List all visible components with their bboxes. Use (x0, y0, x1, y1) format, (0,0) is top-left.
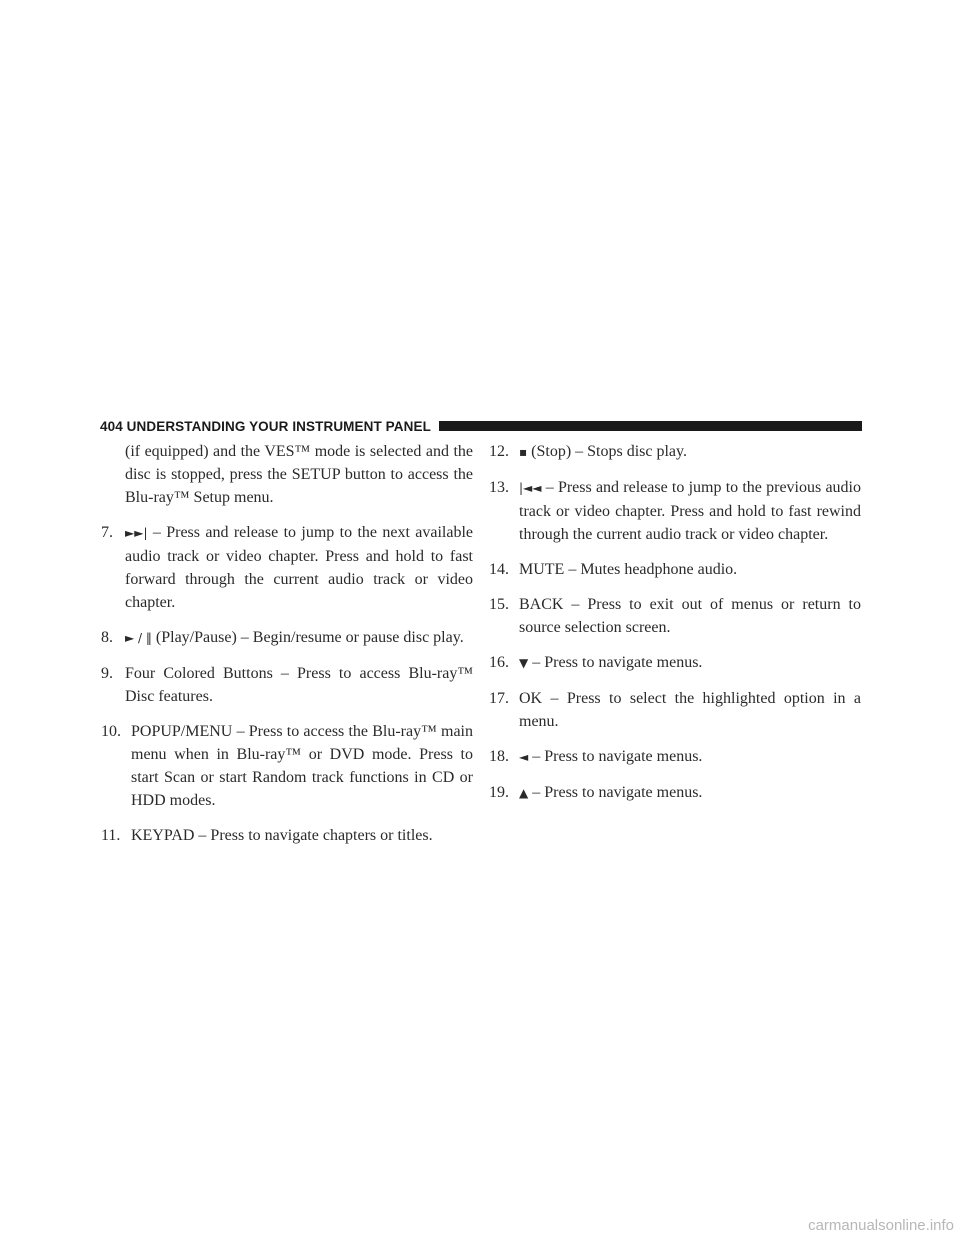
item-text: BACK – Press to exit out of menus or return to source selection screen. (519, 596, 861, 636)
page-header (100, 416, 862, 436)
item-text: MUTE – Mutes headphone audio. (519, 561, 738, 578)
list-item-12 (489, 440, 861, 464)
item-text: Four Colored Buttons – Press to access Blu-ray™ Disc features. (125, 665, 473, 705)
item-text: OK – Press to select the highlighted option in a menu. (519, 690, 861, 730)
list-item-10 (101, 720, 473, 812)
item-number: 7. (101, 524, 113, 541)
watermark: carmanualsonline.info (808, 1217, 954, 1234)
list-item-18 (489, 745, 861, 769)
continuation-text: (if equipped) and the VES™ mode is selected and the disc is stopped, press the SETUP button to access the Blu-ray™ Setup menu. (125, 443, 473, 506)
arrow-left-icon: ◄ (519, 750, 529, 764)
list-item-14 (489, 558, 861, 581)
item-text: – Press to navigate menus. (528, 654, 703, 671)
item-text: POPUP/MENU – Press to access the Blu-ray™ main menu when in Blu-ray™ or DVD mode. Press to start Scan or start Random track functions in CD or HDD modes. (131, 723, 473, 809)
list-item-7 (101, 521, 473, 614)
list-item-19 (489, 781, 861, 805)
item-text: KEYPAD – Press to navigate chapters or titles. (131, 827, 433, 844)
item-number: 9. (101, 665, 113, 682)
list-item-13 (489, 476, 861, 546)
list-item-8 (101, 626, 473, 650)
list-item-17 (489, 687, 861, 733)
play-pause-icon: ► / ‖ (125, 631, 152, 645)
item-number: 17. (489, 690, 509, 707)
item-number: 19. (489, 784, 509, 801)
item-number: 16. (489, 654, 509, 671)
list-item-15 (489, 593, 861, 639)
item-text: – Press to navigate menus. (528, 748, 703, 765)
item-number: 14. (489, 561, 509, 578)
item-text: – Press to navigate menus. (528, 784, 703, 801)
item-number: 15. (489, 596, 509, 613)
item-text: (Play/Pause) – Begin/resume or pause disc play. (151, 629, 464, 646)
item-number: 12. (489, 443, 509, 460)
item-text: – Press and release to jump to the next available audio track or video chapter. Press and hold to fast forward through the current audio track or video chapter. (125, 524, 473, 611)
item-number: 10. (101, 723, 121, 740)
arrow-down-icon: ▼ (519, 656, 529, 670)
page-number-and-section-title: 404 UNDERSTANDING YOUR INSTRUMENT PANEL (100, 418, 431, 434)
item-number: 13. (489, 479, 509, 496)
item-number: 11. (101, 827, 121, 844)
left-column (101, 440, 473, 859)
continuation-paragraph (101, 440, 473, 509)
item-number: 18. (489, 748, 509, 765)
arrow-up-icon: ▲ (519, 786, 529, 800)
stop-icon: ▪ (519, 445, 528, 459)
right-column (489, 440, 861, 817)
previous-track-icon: |◄◄ (519, 481, 542, 495)
item-number: 8. (101, 629, 113, 646)
next-track-icon: ►►| (125, 526, 148, 540)
list-item-11 (101, 824, 473, 847)
list-item-16 (489, 651, 861, 675)
item-text: – Press and release to jump to the previous audio track or video chapter. Press and hold to fast rewind through the current audio track or video chapter. (519, 479, 861, 543)
item-text: (Stop) – Stops disc play. (527, 443, 687, 460)
header-rule-bar (439, 421, 862, 431)
list-item-9 (101, 662, 473, 708)
